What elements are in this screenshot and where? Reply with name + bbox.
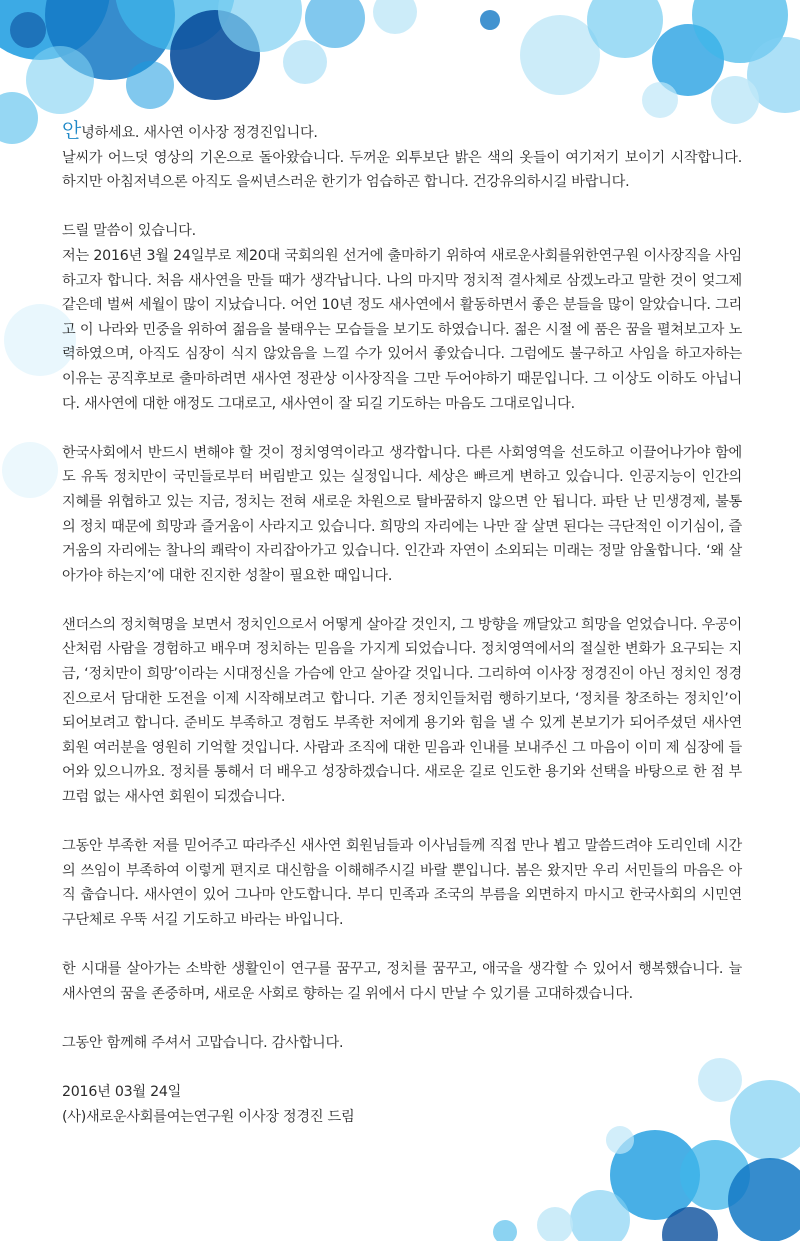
resignation-paragraph: 저는 2016년 3월 24일부로 제20대 국회의원 선거에 출마하기 위하여 새로운사회를위한연구원 이사장직을 사임하고자 합니다. 처음 새사연을 만들 때가 생각납니다. 나의 마지막 정치적 결사체로 삼겠노라고 말한 것이 엊그제 같은데 벌써 세월이 많이 지났습니다. 어언 10년 정도 새사연에서 활동하면서 좋은 분들을 많이 알았습니다. 그리고 이 나라와 민중을 위하여 젊음을 불태우는 모습들을 보기도 하였습니다. 젊은 시절 에 품은 꿈을 펼쳐보고자 노력하였으며, 아직도 심장이 식지 않았음을 느낄 수가 있어서 좋았습니다. 그럼에도 불구하고 사임을 하고자하는 이유는 공직후보로 출마하려면 새사연 정관상 이사장직을 그만 두어야하기 때문입니다. 그 이상도 이하도 아닙니다. 새사연에 대한 애정도 그대로고, 새사연이 잘 되길 기도하는 마음도 그대로입니다.: [62, 247, 743, 412]
greeting-line: 녕하세요. 새사연 이사장 정경진입니다.: [81, 125, 318, 141]
resignation-block: [62, 219, 742, 416]
sanders-paragraph: 샌더스의 정치혁명을 보면서 정치인으로서 어떻게 살아갈 것인지, 그 방향을 깨달았고 희망을 얻었습니다. 우공이산처럼 사람을 경험하고 배우며 정치하는 믿음을 가지게 되었습니다. 정치영역에서의 절실한 변화가 요구되는 지금, ‘정치만이 희망’이라는 시대정신을 가슴에 안고 살아갈 것입니다. 그리하여 이사장 정경진이 아닌 정치인 정경진으로서 담대한 도전을 이제 시작해보려고 합니다. 기존 정치인들처럼 행하기보다, ‘정치를 창조하는 정치인’이 되어보려고 합니다. 준비도 부족하고 경험도 부족한 저에게 용기와 힘을 낼 수 있게 본보기가 되어주셨던 새사연 회원 여러분을 영원히 기억할 것입니다. 사람과 조직에 대한 믿음과 인내를 보내주신 그 마음이 이미 제 심장에 들어와 있으니까요. 정치를 통해서 더 배우고 성장하겠습니다. 새로운 길로 인도한 용기와 선택을 바탕으로 한 점 부끄럼 없는 새사연 회원이 되겠습니다.: [62, 616, 742, 806]
letter-date: 2016년 03월 24일: [62, 1084, 182, 1101]
intro-line: 드릴 말씀이 있습니다.: [62, 223, 196, 240]
greeting-block: [62, 118, 742, 195]
closing-thanks: 그동안 함께해 주셔서 고맙습니다. 감사합니다.: [62, 1034, 344, 1051]
happiness-paragraph: 한 시대를 살아가는 소박한 생활인이 연구를 꿈꾸고, 정치를 꿈꾸고, 애국을 생각할 수 있어서 행복했습니다. 늘 새사연의 꿈을 존중하며, 새로운 사회로 향하는 길 위에서 다시 만날 수 있기를 고대하겠습니다.: [62, 961, 742, 1002]
closing-block: [62, 1080, 742, 1129]
signature: (사)새로운사회를여는연구원 이사장 정경진 드림: [62, 1108, 355, 1125]
thanks-members-paragraph: 그동안 부족한 저를 믿어주고 따라주신 새사연 회원님들과 이사님들께 직접 만나 뵙고 말씀드려야 도리인데 시간의 쓰임이 부족하여 이렇게 편지로 대신함을 이해해주시길 바랄 뿐입니다. 봄은 왔지만 우리 서민들의 마음은 아직 춥습니다. 새사연이 있어 그나마 안도합니다. 부디 민족과 조국의 부름을 외면하지 마시고 한국사회의 시민연구단체로 우뚝 서길 기도하고 바라는 바입니다.: [62, 838, 742, 928]
politics-paragraph: 한국사회에서 반드시 변해야 할 것이 정치영역이라고 생각합니다. 다른 사회영역을 선도하고 이끌어나가야 함에도 유독 정치만이 국민들로부터 버림받고 있는 실정입니다. 세상은 빠르게 변하고 있습니다. 인공지능이 인간의 지혜를 위협하고 있는 지금, 정치는 전혀 새로운 차원으로 탈바꿈하지 않으면 안 됩니다. 파탄 난 민생경제, 불통의 정치 때문에 희망과 즐거움이 사라지고 있습니다. 희망의 자리에는 나만 잘 살면 된다는 극단적인 이기심이, 즐거움의 자리에는 찰나의 쾌락이 자리잡아가고 있습니다. 인간과 자연이 소외되는 미래는 정말 암울합니다. ‘왜 살아가야 하는지’에 대한 진지한 성찰이 필요한 때입니다.: [62, 444, 742, 584]
letter-body: [62, 118, 742, 1129]
weather-paragraph: 날씨가 어느덧 영상의 기온으로 돌아왔습니다. 두꺼운 외투보단 밝은 색의 옷들이 여기저기 보이기 시작합니다. 하지만 아침저녁으론 아직도 을씨년스러운 한기가 엄습하곤 합니다. 건강유의하시길 바랍니다.: [62, 149, 742, 191]
greeting-first-char: 안: [62, 118, 82, 142]
